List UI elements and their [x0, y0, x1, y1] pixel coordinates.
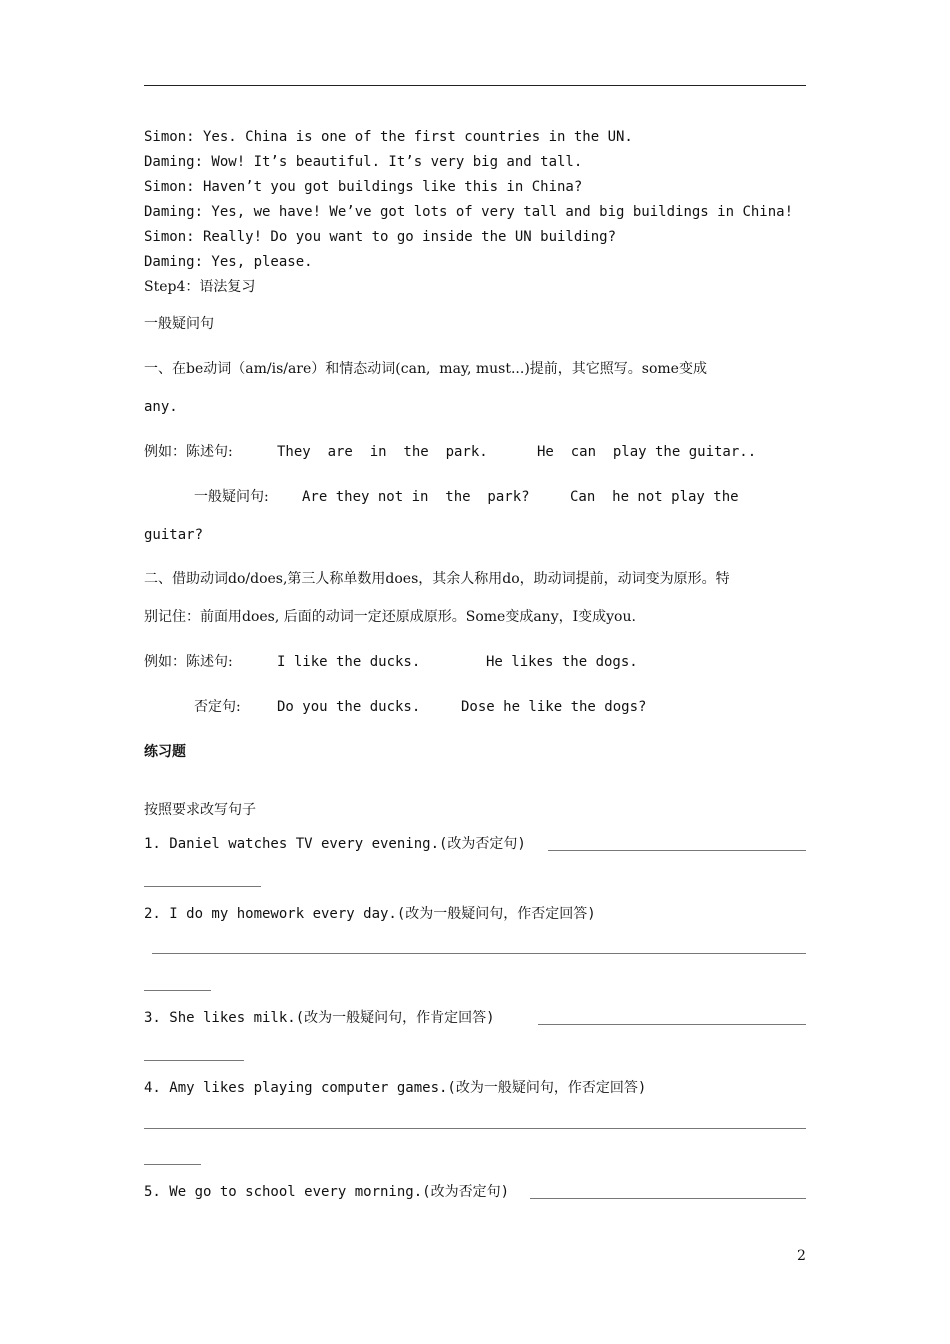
answer-blank[interactable]: [152, 953, 806, 954]
negative-label: 否定句:: [194, 699, 241, 715]
rule2-line1: 二、借助动词do/does,第三人称单数用does，其余人称用do，助动词提前，动词变为原形。特: [144, 571, 730, 587]
answer-blank[interactable]: [530, 1198, 806, 1199]
page-number: 2: [797, 1248, 806, 1264]
answer-blank[interactable]: [538, 1024, 806, 1025]
topic-heading: 一般疑问句: [144, 316, 214, 332]
dialogue-line: Simon: Yes. China is one of the first countries in the UN.: [144, 129, 633, 145]
exercise-item: 2. I do my homework every day.(改为一般疑问句，作否定回答): [144, 906, 596, 922]
question-text: Are they not in the park?: [302, 489, 530, 505]
rule1-line2: any.: [144, 399, 178, 415]
exercise-item: 3. She likes milk.(改为一般疑问句，作肯定回答): [144, 1010, 495, 1026]
example-text: I like the ducks.: [277, 654, 421, 670]
answer-blank[interactable]: [144, 1164, 201, 1165]
dialogue-line: Simon: Really! Do you want to go inside the UN building?: [144, 229, 617, 245]
exercise-item: 5. We go to school every morning.(改为否定句): [144, 1184, 510, 1200]
answer-blank[interactable]: [548, 850, 806, 851]
answer-blank[interactable]: [144, 1060, 244, 1061]
example-label: 例如：陈述句:: [144, 654, 233, 670]
header-rule: [144, 85, 806, 86]
answer-blank[interactable]: [144, 886, 261, 887]
exercise-item: 4. Amy likes playing computer games.(改为一般疑问句，作否定回答): [144, 1080, 647, 1096]
question-text: Can he not play the: [570, 489, 739, 505]
dialogue-line: Daming: Wow! It’s beautiful. It’s very big and tall.: [144, 154, 583, 170]
dialogue-line: Daming: Yes, we have! We’ve got lots of very tall and big buildings in China!: [144, 204, 794, 220]
exercise-title: 练习题: [144, 744, 186, 760]
question-text: guitar?: [144, 527, 204, 543]
exercise-instruction: 按照要求改写句子: [144, 802, 256, 818]
rule2-line2: 别记住：前面用does, 后面的动词一定还原成原形。Some变成any，I变成you.: [144, 609, 636, 625]
step-heading: Step4：语法复习: [144, 279, 256, 295]
example-text: They are in the park.: [277, 444, 488, 460]
example-text: He likes the dogs.: [486, 654, 638, 670]
dialogue-line: Simon: Haven’t you got buildings like this in China?: [144, 179, 583, 195]
example-label: 例如：陈述句:: [144, 444, 233, 460]
negative-text: Do you the ducks.: [277, 699, 421, 715]
question-label: 一般疑问句:: [194, 489, 269, 505]
negative-text: Dose he like the dogs?: [461, 699, 647, 715]
example-text: He can play the guitar..: [537, 444, 757, 460]
rule1-line1: 一、在be动词（am/is/are）和情态动词(can, may, must...)提前，其它照写。some变成: [144, 361, 707, 377]
dialogue-line: Daming: Yes, please.: [144, 254, 313, 270]
answer-blank[interactable]: [144, 1128, 806, 1129]
answer-blank[interactable]: [144, 990, 211, 991]
exercise-item: 1. Daniel watches TV every evening.(改为否定句): [144, 836, 526, 852]
